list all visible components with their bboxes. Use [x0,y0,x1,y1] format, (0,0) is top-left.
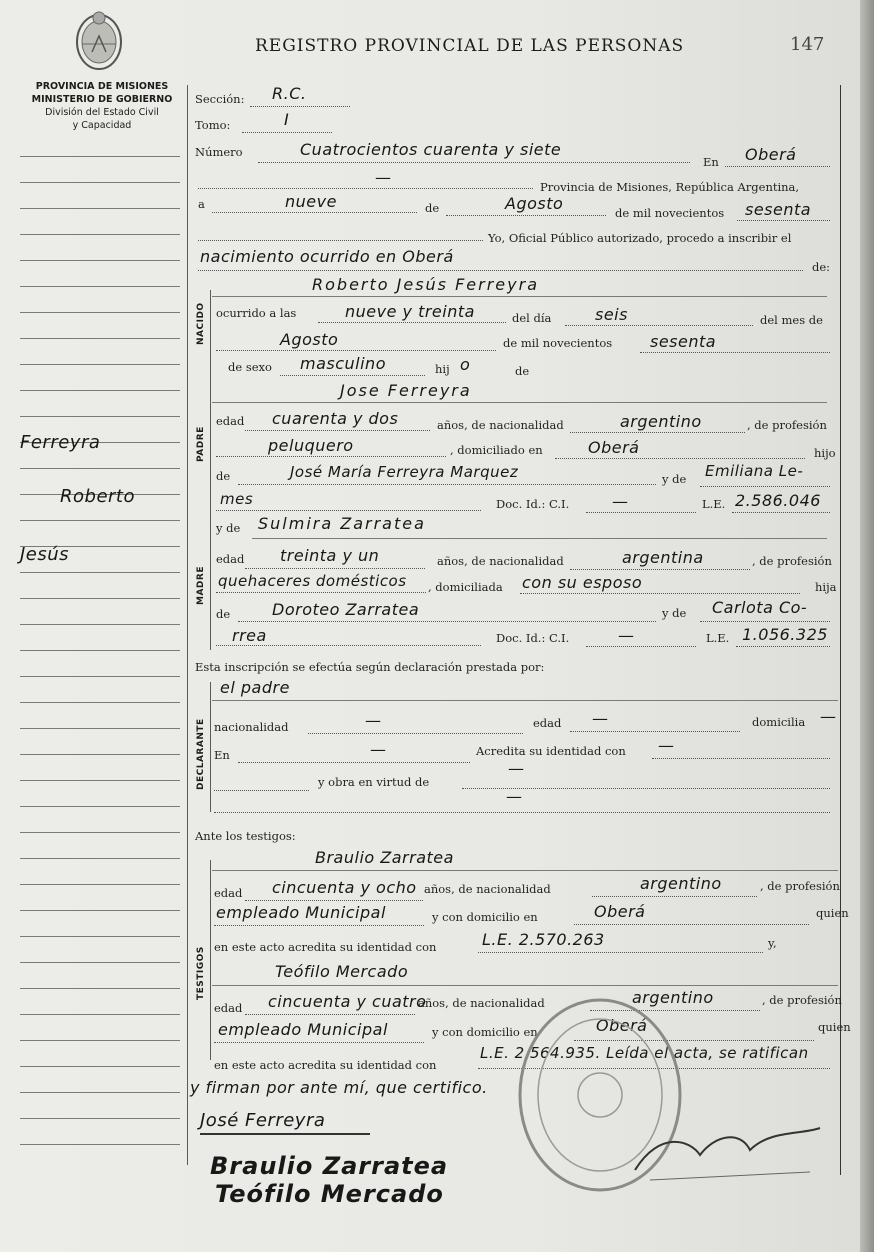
value-padre-prof: peluquero [268,436,354,455]
coat-of-arms-icon [72,6,126,74]
line-abuela-m-2 [216,645,481,646]
margin-rule-line [20,208,180,209]
label-mil-nov: de mil novecientos [615,206,725,220]
label-padre-anios: años, de nacionalidad [437,418,564,432]
label-del-dia: del día [512,311,552,325]
line-abuela-p-2 [216,510,481,511]
value-t2-edad: cincuenta y cuatro [268,992,427,1011]
value-dia: nueve [285,192,337,211]
margin-note-name-2: Jesús [20,544,70,565]
label-t1-prof: , de profesión [760,879,840,893]
line-blank [198,188,533,189]
value-abuela-p-1: Emiliana Le- [705,462,804,480]
label-y-de-madre: y de [216,521,241,535]
value-decl-en: — [370,740,387,759]
line-t1-prof [214,925,424,926]
value-blank: — [375,168,392,187]
line-padre-dom [555,458,805,459]
label-padre-doc: Doc. Id.: C.I. [496,497,570,511]
margin-rule-line [20,806,180,807]
label-ocurrido: ocurrido a las [216,306,297,320]
margin-rule-line [20,702,180,703]
label-t2-quien: quien [818,1020,851,1034]
closing-text: y firman por ante mí, que certifico. [190,1078,488,1097]
page-number: 147 [790,34,825,55]
line-decl-nac [308,733,523,734]
value-seccion: R.C. [272,84,307,103]
value-testigo-1: Braulio Zarratea [315,848,454,867]
line-acto [198,270,803,271]
line-madre-nac [570,569,750,570]
line-decl-en [238,762,470,763]
label-mil-nov-nac: de mil novecientos [503,336,613,350]
line-obra-2 [214,812,830,813]
value-nacido-nombre: Roberto Jesús Ferreyra [312,275,539,294]
value-anio: sesenta [745,200,812,219]
value-t2-prof: empleado Municipal [218,1020,388,1039]
margin-rule-line [20,728,180,729]
label-domiciliado: , domiciliado en [450,443,543,457]
value-t1-prof: empleado Municipal [216,903,386,922]
line-mes [446,215,606,216]
ministry-name: MINISTERIO DE GOBIERNO [31,94,173,105]
label-madre-doc: Doc. Id.: C.I. [496,631,570,645]
province-name: PROVINCIA DE MISIONES [35,81,169,92]
value-sexo: masculino [300,354,386,373]
line-t2-edad [245,1014,415,1015]
label-obra: y obra en virtud de [318,775,430,789]
margin-rule-line [20,988,180,989]
label-t2-acredita: en este acto acredita su identidad con [214,1058,437,1072]
value-tomo: I [284,110,290,129]
value-madre-nac: argentina [622,548,704,567]
label-testigos: Ante los testigos: [195,829,296,843]
margin-rule-line [20,676,180,677]
margin-rule-line [20,338,180,339]
page-edge [860,0,874,1252]
label-de-padres: de [515,364,530,378]
line-padre-ci [586,512,696,513]
line-t1-dom [574,924,809,925]
label-y-de-p: y de [662,472,687,486]
document-title: REGISTRO PROVINCIAL DE LAS PERSONAS [255,36,685,56]
value-testigo-2: Teófilo Mercado [275,962,409,981]
value-declarante: el padre [220,678,290,697]
label-decl-nac: nacionalidad [214,720,289,734]
line-abuelo-m [238,621,656,622]
value-madre-prof: quehaceres domésticos [218,572,407,590]
label-t1-edad: edad [214,886,243,900]
value-madre-le: 1.056.325 [742,625,828,644]
margin-rule-line [20,468,180,469]
label-sexo: de sexo [228,360,272,374]
label-padre-le: L.E. [702,497,726,511]
label-provincia: Provincia de Misiones, República Argentina, [540,180,800,194]
value-t1-doc: L.E. 2.570.263 [482,930,605,949]
signature-father: José Ferreyra [200,1110,370,1135]
margin-rule-line [20,1144,180,1145]
margin-rule-line [20,182,180,183]
section-label-testigos: TESTIGOS [196,946,206,1000]
label-decl-edad: edad [533,716,562,730]
value-padre-dom: Oberá [588,438,640,457]
value-mes-nac: Agosto [280,330,339,349]
label-t2-edad: edad [214,1001,243,1015]
line-en [725,166,830,167]
margin-rule-line [20,156,180,157]
value-abuela-m-2: rrea [232,626,267,645]
value-mes: Agosto [505,194,564,213]
margin-rule-line [20,1092,180,1093]
value-t2-dom: Oberá [596,1016,648,1035]
label-decl-en: En [214,748,230,762]
line-seccion [250,106,350,107]
label-del-mes: del mes de [760,313,823,327]
value-abuelo-m: Doroteo Zarratea [272,600,420,619]
line-t1-nac [592,896,757,897]
value-madre-ci: — [618,626,635,645]
line-t2-prof [214,1042,424,1043]
line-abuelo-p [238,484,656,485]
issuer-block [22,80,182,132]
label-en: En [703,155,719,169]
line-dia-nac [565,325,753,326]
label-madre-edad: edad [216,552,245,566]
margin-rule-line [20,858,180,859]
margin-rule-line [20,936,180,937]
label-t1-dom: y con domicilio en [432,910,538,924]
section-label-declarante: DECLARANTE [196,718,206,790]
value-obra: — [508,759,525,778]
label-de-colon: de: [812,260,831,274]
label-t1-y: y, [768,936,777,950]
label-de-abuelo-p: de [216,469,231,483]
value-abuela-m-1: Carlota Co- [712,598,808,617]
official-signature-icon [630,1110,830,1190]
label-inscripcion: Esta inscripción se efectúa según declaración prestada por: [195,660,545,674]
margin-rule-line [20,962,180,963]
value-decl-dom: — [820,707,837,726]
margin-rule-line [20,390,180,391]
margin-rule-line [20,910,180,911]
margin-rule-line [20,572,180,573]
value-hij: o [460,355,471,374]
value-t1-dom: Oberá [594,902,646,921]
value-madre-edad: treinta y un [280,546,380,565]
value-padre-edad: cuarenta y dos [272,409,399,428]
signature-witness-2: Teófilo Mercado [215,1180,444,1208]
label-numero: Número [195,145,243,159]
margin-rule-line [20,832,180,833]
line-t1-doc [478,952,763,953]
value-madre-dom: con su esposo [522,573,643,592]
line-padre-edad [245,430,430,431]
line-testigo-1 [212,870,838,871]
label-decl-dom: domicilia [752,715,806,729]
margin-rule-line [20,754,180,755]
line-abuela-p [700,486,830,487]
value-decl-nac: — [365,711,382,730]
section-label-madre: MADRE [196,566,206,605]
label-t2-prof: , de profesión [762,993,842,1007]
margin-rule-line [20,312,180,313]
value-t2-nac: argentino [632,988,714,1007]
line-abuela-m [700,621,830,622]
label-domiciliada: , domiciliada [428,580,503,594]
division-name: División del Estado Civil [45,107,159,118]
value-decl-edad: — [592,709,609,728]
line-padre-le [732,512,830,513]
division-name-2: y Capacidad [72,120,132,131]
margin-rule-line [20,624,180,625]
line-t1-edad [245,900,423,901]
value-en: Oberá [745,145,797,164]
value-acto: nacimiento ocurrido en Oberá [200,247,454,266]
margin-rule-line [20,1014,180,1015]
margin-rule-line [20,780,180,781]
line-pre-yo [198,240,483,241]
label-t1-quien: quien [816,906,849,920]
margin-rule-line [20,884,180,885]
margin-rule-line [20,416,180,417]
label-hija: hija [815,580,837,594]
margin-rule-line [20,1066,180,1067]
inner-border-declarante [210,682,211,812]
margin-rule-line [20,1040,180,1041]
margin-note-name-1: Roberto [60,486,135,507]
label-t2-dom: y con domicilio en [432,1025,538,1039]
line-numero [258,162,690,163]
label-hijo: hijo [814,446,836,460]
line-madre-nombre [252,538,827,539]
margin-rule-line [20,286,180,287]
line-padre-nombre [212,402,827,403]
label-madre-anios: años, de nacionalidad [437,554,564,568]
label-padre-prof: , de profesión [747,418,827,432]
label-t2-anios: años, de nacionalidad [418,996,545,1010]
margin-rule-line [20,598,180,599]
label-t1-anios: años, de nacionalidad [424,882,551,896]
label-a: a [198,197,205,211]
line-madre-prof [216,592,426,593]
value-t1-nac: argentino [640,874,722,893]
value-acredita: — [658,736,675,755]
line-madre-edad [245,568,425,569]
value-padre-ci: — [612,492,629,511]
label-acredita: Acredita su identidad con [476,744,626,758]
line-anio-nac [640,352,830,353]
label-t1-acredita: en este acto acredita su identidad con [214,940,437,954]
label-tomo: Tomo: [195,118,231,132]
value-obra-2: — [506,787,523,806]
line-madre-le [736,646,830,647]
signature-witness-1: Braulio Zarratea [210,1152,449,1180]
section-label-nacido: NACIDO [196,302,206,345]
line-obra-pre [214,790,309,791]
value-t1-edad: cincuenta y ocho [272,878,417,897]
value-t2-doc: L.E. 2.564.935. Leída el acta, se ratifican [480,1044,809,1062]
form-left-border [187,85,188,1165]
label-de: de [425,201,440,215]
label-de-abuelo-m: de [216,607,231,621]
label-seccion: Sección: [195,92,245,106]
margin-rule-line [20,364,180,365]
line-madre-dom [520,593,800,594]
label-hij: hij [435,362,450,376]
line-testigo-2 [212,985,838,986]
form-right-border [840,85,841,1175]
line-declarante [212,700,838,701]
line-madre-ci [586,646,696,647]
line-padre-nac [570,432,745,433]
value-padre-le: 2.586.046 [735,491,821,510]
line-anio [737,220,830,221]
line-nacido-nombre [212,296,827,297]
value-anio-nac: sesenta [650,332,717,351]
value-padre-nac: argentino [620,412,702,431]
margin-rule-line [20,234,180,235]
label-y-de-m: y de [662,606,687,620]
value-dia-nac: seis [595,305,628,324]
margin-rule-line [20,260,180,261]
margin-note-surname: Ferreyra [20,432,101,453]
label-padre-edad: edad [216,414,245,428]
margin-rule-line [20,1118,180,1119]
margin-rule-line [20,520,180,521]
margin-rule-line [20,650,180,651]
value-madre-nombre: Sulmira Zarratea [258,514,426,533]
line-mes-nac [216,350,496,351]
label-madre-prof: , de profesión [752,554,832,568]
value-abuela-p-2: mes [220,490,254,508]
line-padre-prof [216,456,446,457]
label-yo: Yo, Oficial Público autorizado, procedo a inscribir el [488,231,792,245]
section-label-padre: PADRE [196,426,206,462]
line-hora [318,322,506,323]
line-dia [212,212,417,213]
line-decl-edad [570,731,740,732]
line-acredita [652,758,830,759]
line-tomo [242,132,332,133]
value-hora: nueve y treinta [345,302,475,321]
line-sexo [280,375,425,376]
inner-border-testigos [210,860,211,1060]
value-abuelo-p: José María Ferreyra Marquez [290,463,519,481]
inner-border-top [210,290,211,650]
value-numero: Cuatrocientos cuarenta y siete [300,140,562,159]
label-madre-le: L.E. [706,631,730,645]
value-padre-nombre: Jose Ferreyra [340,381,472,400]
